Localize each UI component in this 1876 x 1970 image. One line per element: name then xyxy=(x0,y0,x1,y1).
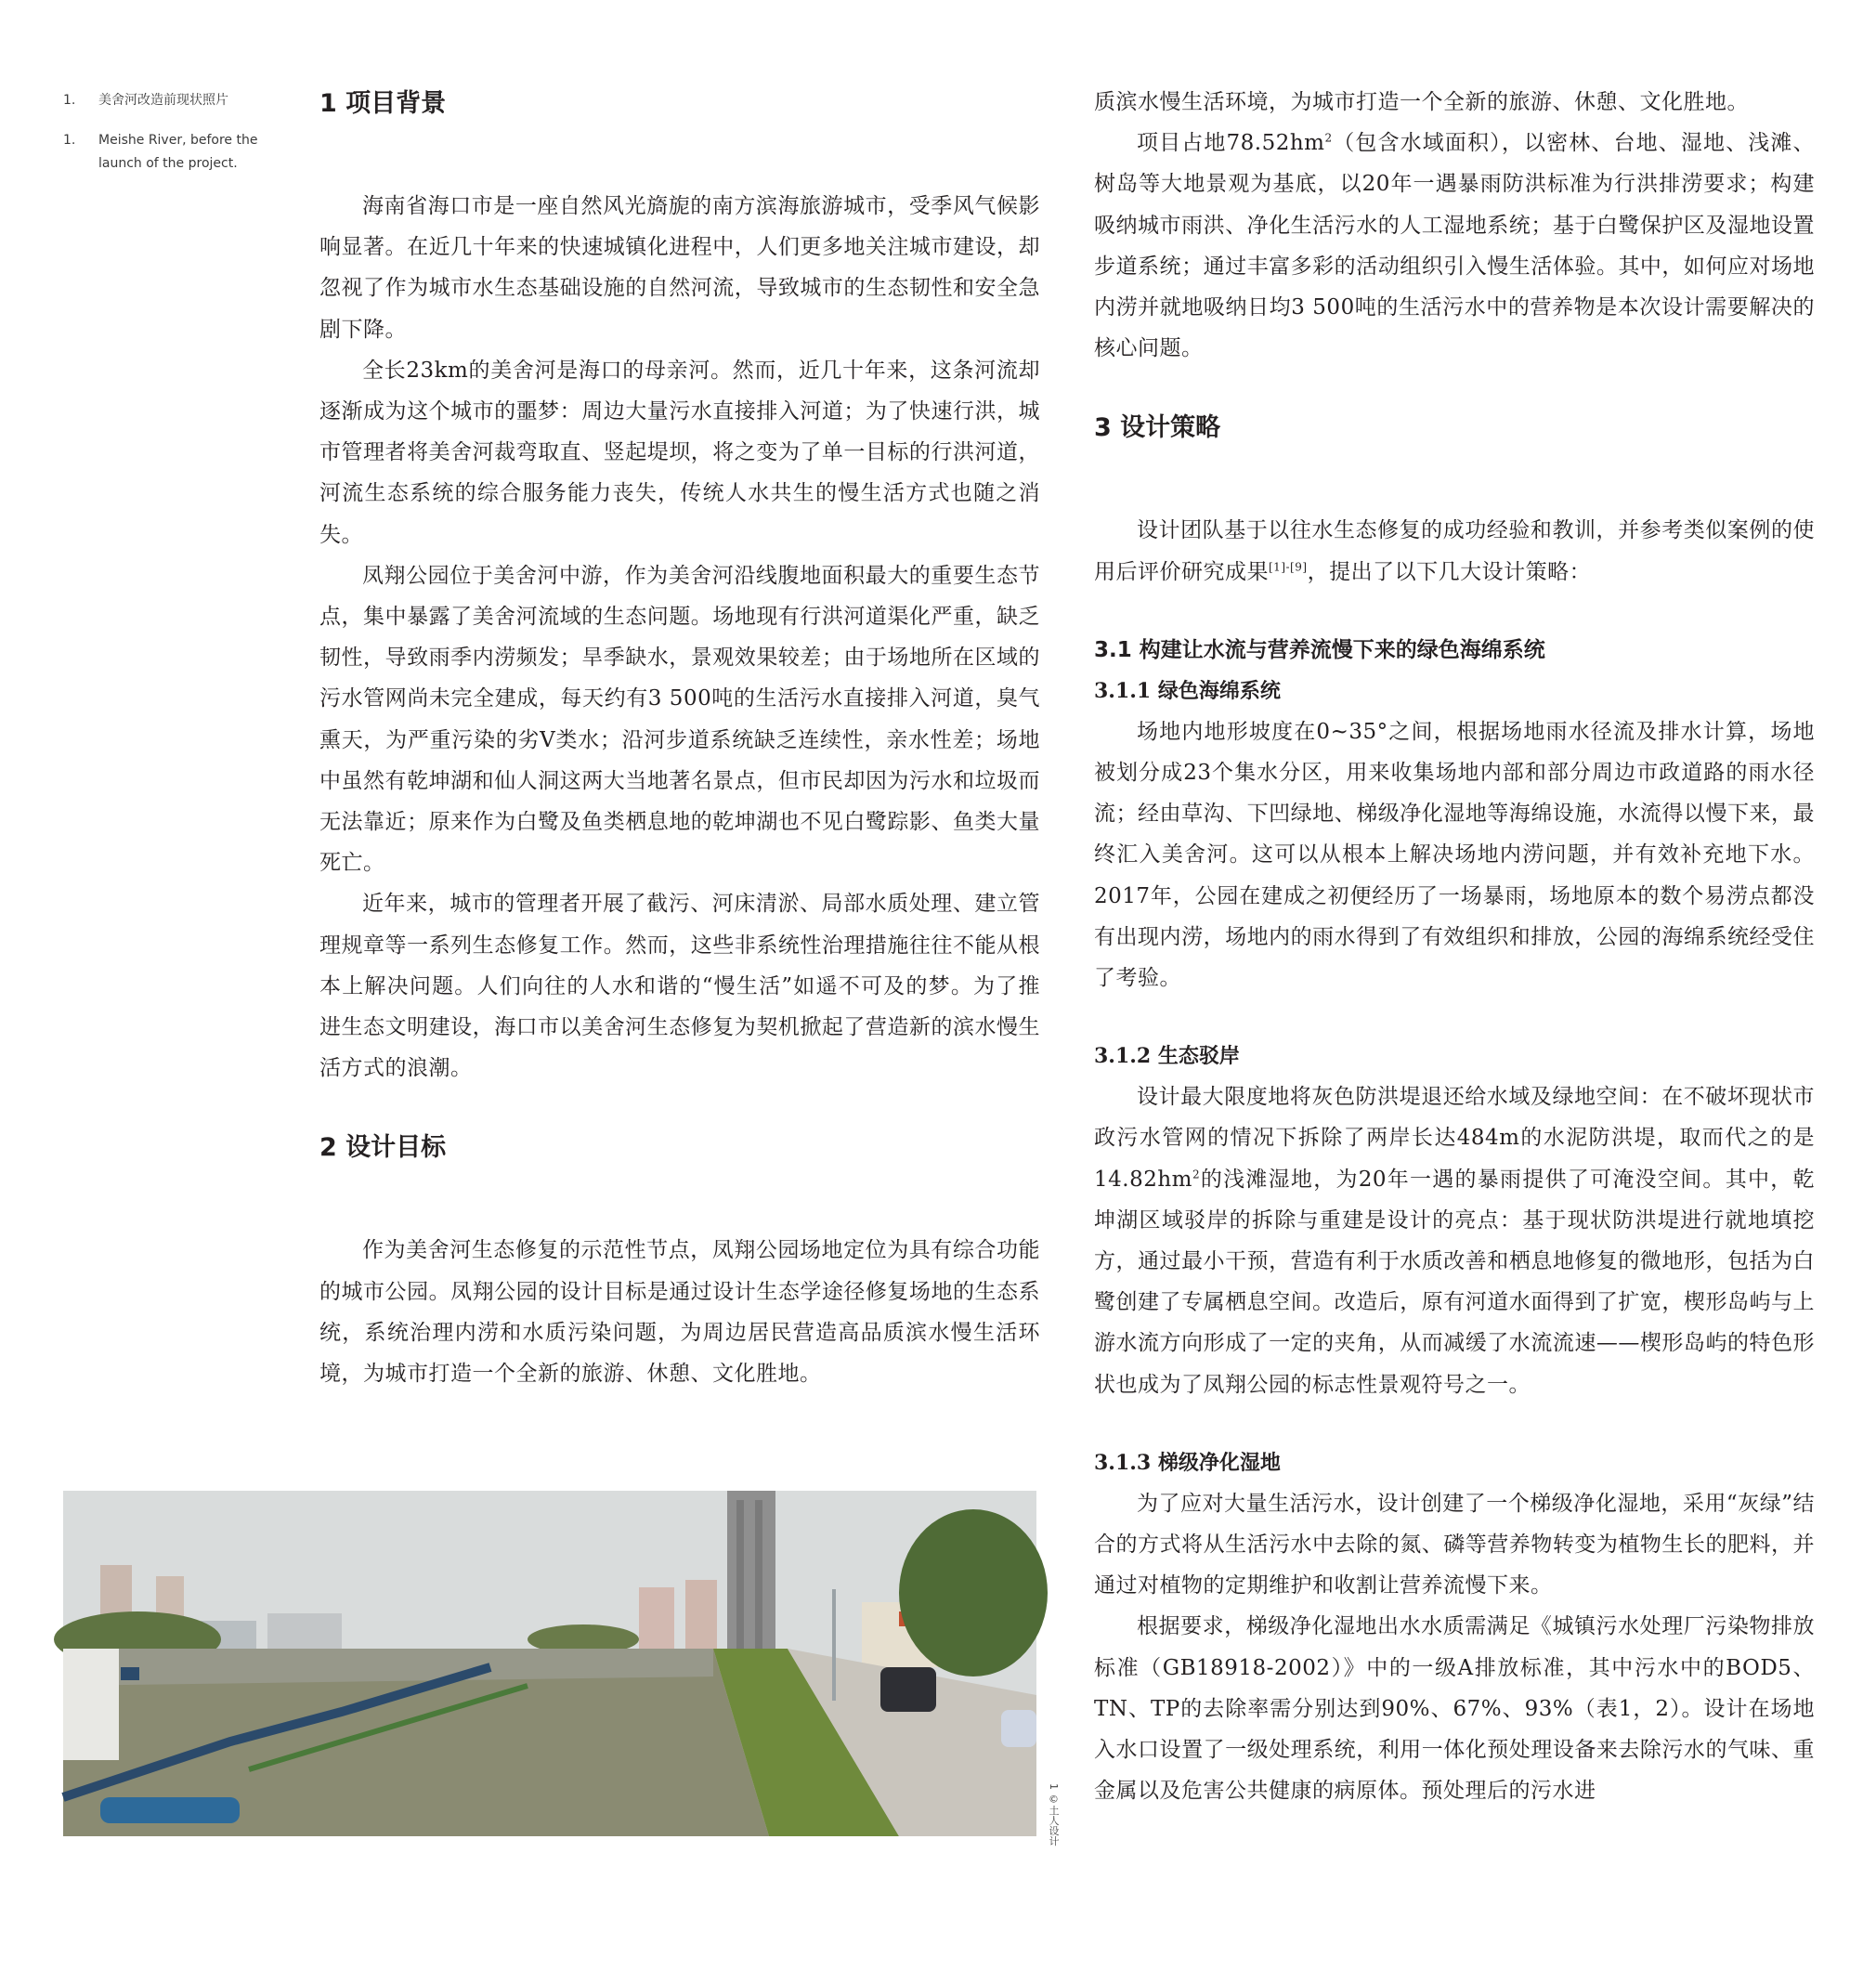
caption-number: 1. xyxy=(63,93,76,108)
left-column xyxy=(319,82,1040,1387)
section-2-paragraph-1: 作为美舍河生态修复的示范性节点，凤翔公园场地定位为具有综合功能的城市公园。凤翔公园的设计目标是通过设计生态学途径修复场地的生态系统，系统治理内涝和水质污染问题，为周边居民营造高品质滨水慢生活环境，为城市打造一个全新的旅游、休憩、文化胜地。 xyxy=(319,1238,1040,1387)
caption-item-en xyxy=(63,129,286,176)
figure-caption xyxy=(63,89,286,192)
section-1-paragraph-4: 近年来，城市的管理者开展了截污、河床清淤、局部水质处理、建立管理规章等一系列生态修复工作。然而，这些非系统性治理措施往往不能从根本上解决问题。人们向往的人水和谐的“慢生活”如遥不可及的梦。为了推进生态文明建设，海口市以美舍河生态修复为契机掀起了营造新的滨水慢生活方式的浪潮。 xyxy=(319,892,1040,1081)
section-3-heading: 3 设计策略 xyxy=(1094,413,1221,443)
section-3-1-3-paragraph-2: 根据要求，梯级净化湿地出水水质需满足《城镇污水处理厂污染物排放标准（GB18918-2002）》中的一级A排放标准，其中污水中的BOD5、TN、TP的去除率需分别达到90%、67%、93%（表1，2）。设计在场地入水口设置了一级处理系统，利用一体化预处理设备来去除污水的气味、重金属以及危害公共健康的病原体。预处理后的污水进 xyxy=(1094,1614,1815,1804)
section-3-1-2-heading: 3.1.2 生态驳岸 xyxy=(1094,1044,1240,1069)
section-3-1-3-paragraph-1: 为了应对大量生活污水，设计创建了一个梯级净化湿地，采用“灰绿”结合的方式将从生活污水中去除的氮、磷等营养物转变为植物生长的肥料，并通过对植物的定期维护和收割让营养流慢下来。 xyxy=(1094,1491,1815,1598)
section-2-paragraph-1-continued: 质滨水慢生活环境，为城市打造一个全新的旅游、休憩、文化胜地。 xyxy=(1094,90,1749,114)
section-3-1-3-heading: 3.1.3 梯级净化湿地 xyxy=(1094,1450,1281,1475)
section-3-1-heading: 3.1 构建让水流与营养流慢下来的绿色海绵系统 xyxy=(1094,637,1545,662)
section-1-paragraph-1: 海南省海口市是一座自然风光旖旎的南方滨海旅游城市，受季风气候影响显著。在近几十年来的快速城镇化进程中，人们更多地关注城市建设，却忽视了作为城市水生态基础设施的自然河流，导致城市的生态韧性和安全急剧下降。 xyxy=(319,194,1040,342)
section-3-1-2-paragraph: 设计最大限度地将灰色防洪堤退还给水域及绿地空间：在不破坏现状市政污水管网的情况下拆除了两岸长达484m的水泥防洪堤，取而代之的是$14.82hm^2$的浅滩湿地，为20年一遇的暴雨提供了可淹没空间。其中，乾坤湖区域驳岸的拆除与重建是设计的亮点：基于现状防洪堤进行就地填挖方，通过最小干预，营造有利于水质改善和栖息地修复的微地形，包括为白鹭创建了专属栖息空间。改造后，原有河道水面得到了扩宽，楔形岛屿与上游水流方向形成了一定的夹角，从而减缓了水流流速——楔形岛屿的特色形状也成为了凤翔公园的标志性景观符号之一。 xyxy=(1094,1085,1815,1397)
caption-item-cn xyxy=(63,89,286,112)
section-1-paragraph-2: 全长23km的美舍河是海口的母亲河。然而，近几十年来，这条河流却逐渐成为这个城市的噩梦：周边大量污水直接排入河道；为了快速行洪，城市管理者将美舍河裁弯取直、竖起堤坝，将之变为了单一目标的行洪河道，河流生态系统的综合服务能力丧失，传统人水共生的慢生活方式也随之消失。 xyxy=(319,358,1040,547)
right-column xyxy=(1094,82,1815,1812)
caption-text-cn: 美舍河改造前现状照片 xyxy=(98,93,228,108)
section-1-heading: 1 项目背景 xyxy=(319,89,447,118)
river-photo-illustration xyxy=(63,1491,1036,1836)
caption-text-en: Meishe River, before the launch of the project. xyxy=(98,133,258,171)
section-3-1-1-heading: 3.1.1 绿色海绵系统 xyxy=(1094,678,1281,703)
section-1-paragraph-3: 凤翔公园位于美舍河中游，作为美舍河沿线腹地面积最大的重要生态节点，集中暴露了美舍河流域的生态问题。场地现有行洪河道渠化严重，缺乏韧性，导致雨季内涝频发；旱季缺水，景观效果较差；由于场地所在区域的污水管网尚未完全建成，每天约有3 500吨的生活污水直接排入河道，臭气熏天，为严重污染的劣Ⅴ类水；沿河步道系统缺乏连续性，亲水性差；场地中虽然有乾坤湖和仙人洞这两大当地著名景点，但市民却因为污水和垃圾而无法靠近；原来作为白鹭及鱼类栖息地的乾坤湖也不见白鹭踪影、鱼类大量死亡。 xyxy=(319,563,1040,876)
caption-number: 1. xyxy=(63,133,76,148)
photo-credit: 1 ©土人设计 xyxy=(1048,1783,1060,1846)
river-photo xyxy=(63,1491,1036,1836)
section-2-heading: 2 设计目标 xyxy=(319,1133,447,1163)
section-3-1-1-paragraph: 场地内地形坡度在0~35°之间，根据场地雨水径流及排水计算，场地被划分成23个集水分区，用来收集场地内部和部分周边市政道路的雨水径流；经由草沟、下凹绿地、梯级净化湿地等海绵设施，水流得以慢下来，最终汇入美舍河。这可以从根本上解决场地内涝问题，并有效补充地下水。2017年，公园在建成之初便经历了一场暴雨，场地原本的数个易涝点都没有出现内涝，场地内的雨水得到了有效组织和排放，公园的海绵系统经受住了考验。 xyxy=(1094,719,1815,991)
section-3-intro: 设计团队基于以往水生态修复的成功经验和教训，并参考类似案例的使用后评价研究成果[1]-[9]，提出了以下几大设计策略： xyxy=(1094,518,1815,584)
section-2-paragraph-2: 项目占地$78.52hm^2$（包含水域面积），以密林、台地、湿地、浅滩、树岛等大地景观为基底，以20年一遇暴雨防洪标准为行洪排涝要求；构建吸纳城市雨洪、净化生活污水的人工湿地系统；基于白鹭保护区及湿地设置步道系统；通过丰富多彩的活动组织引入慢生活体验。其中，如何应对场地内涝并就地吸纳日均3 500吨的生活污水中的营养物是本次设计需要解决的核心问题。 xyxy=(1094,131,1816,361)
